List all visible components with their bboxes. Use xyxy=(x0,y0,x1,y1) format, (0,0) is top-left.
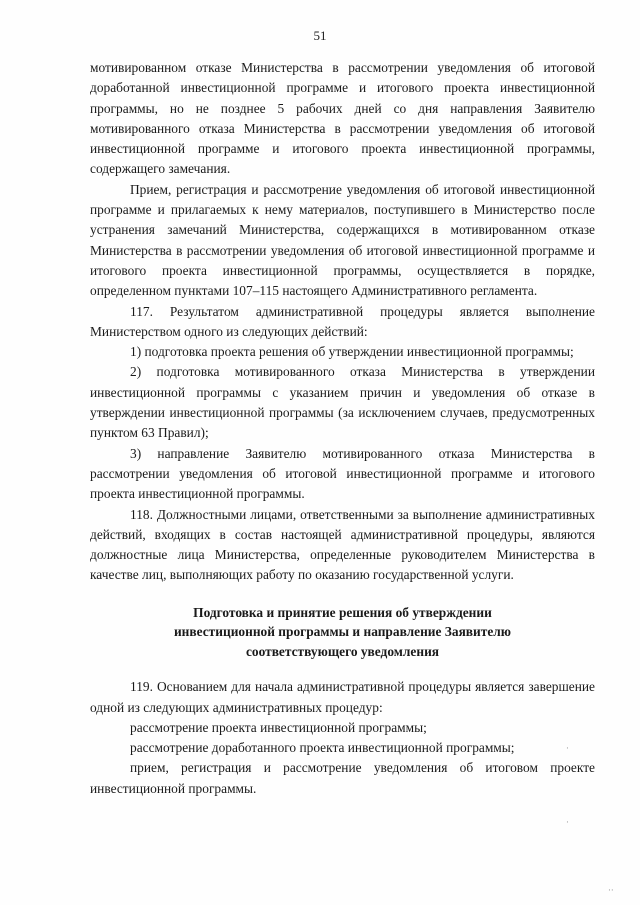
page-number: 51 xyxy=(313,28,327,43)
paragraph-continuation: мотивированном отказе Министерства в рассмотрении уведомления об итоговой доработанной инвестиционной программе и итогового проекта инвестиционной программы, но не позднее 5 рабочих дней со дня направления Заявителю мотивированного отказа Министерства в рассмотрении уведомления об итоговой инвестиционной программе и итогового проекта инвестиционной программы, содержащего замечания. xyxy=(90,60,595,177)
paragraph-119: 119. Основанием для начала административной процедуры является завершение одной из следующих административных процедур: xyxy=(90,679,595,715)
paragraph-118: 118. Должностными лицами, ответственными за выполнение административных действий, входящих в состав настоящей административной процедуры, являются должностные лица Министерства, определенные руководителем Министерства в качестве лиц, выполняющих работу по оказанию государственной услуги. xyxy=(90,506,595,583)
scan-speck: · xyxy=(566,744,569,754)
list-item-3: 3) направление Заявителю мотивированного отказа Министерства в рассмотрении уведомления об итоговой инвестиционной программе и итогового проекта инвестиционной программы. xyxy=(90,445,595,502)
document-body xyxy=(90,58,595,799)
procedure-item-1: рассмотрение проекта инвестиционной программы; xyxy=(130,719,427,735)
scan-speck: ·· xyxy=(608,886,614,896)
section-heading-line-1: Подготовка и принятие решения об утверждении xyxy=(193,604,492,620)
procedure-item-3: прием, регистрация и рассмотрение уведомления об итоговом проекте инвестиционной программы. xyxy=(90,760,595,796)
section-heading-line-3: соответствующего уведомления xyxy=(245,643,440,659)
list-item-2: 2) подготовка мотивированного отказа Министерства в утверждении инвестиционной программы с указанием причин и уведомления об отказе в утверждении инвестиционной программы (за исключением случаев, предусмотренных пунктом 63 Правил); xyxy=(90,364,595,441)
paragraph-117: 117. Результатом административной процедуры является выполнение Министерством одного из следующих действий: xyxy=(90,303,595,339)
list-item-1: 1) подготовка проекта решения об утверждении инвестиционной программы; xyxy=(130,344,574,360)
paragraph-reception: Прием, регистрация и рассмотрение уведомления об итоговой инвестиционной программе и прилагаемых к нему материалов, поступившего в Министерство после устранения замечаний Министерства, содержащихся в мотивированном отказе Министерства в рассмотрении уведомления об итоговой инвестиционной программе и итогового проекта инвестиционной программы, осуществляется в порядке, определенном пунктами 107–115 настоящего Административного регламента. xyxy=(90,181,595,299)
procedure-item-2: рассмотрение доработанного проекта инвестиционной программы; xyxy=(130,740,515,756)
section-heading xyxy=(90,603,595,662)
section-heading-line-2: инвестиционной программы и направление Заявителю xyxy=(173,624,512,640)
scan-speck: · xyxy=(566,818,569,828)
